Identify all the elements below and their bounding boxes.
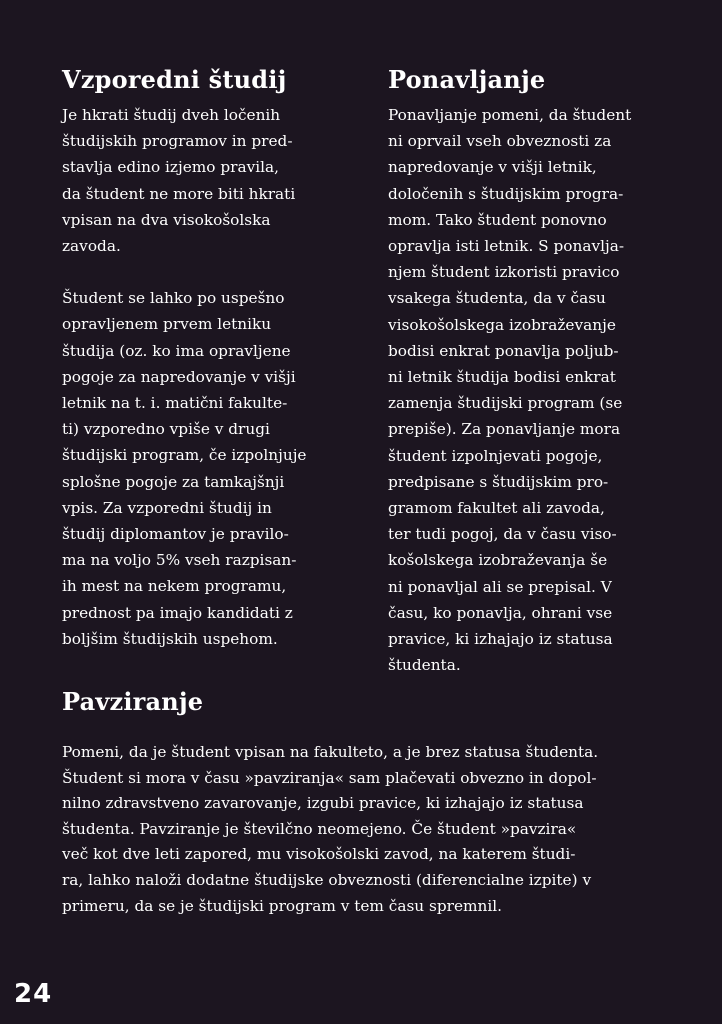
section-pavziranje [62,686,662,919]
section-vzporedni-studij [62,64,342,652]
section-title: Ponavljanje [388,65,546,94]
section-paragraph: Je hkrati študij dveh ločenih študijskih programov in pred- stavlja edino izjemo pravila, da študent ne more biti hkrati vpisan na dva visokošolska zavoda. [62,106,296,256]
section-paragraph: Študent se lahko po uspešno opravljenem prvem letniku študija (oz. ko ima opravljene pogoje za napredovanje v višji letnik na t. i. matični fakulte- ti) vzporedno vpiše v drugi študijski program, če izpolnjuje splošne pogoje za tamkajšnji vpis. Za vzporedni študij in študij diplomantov je pravilo- ma na voljo 5% vseh razpisan- ih mest na nekem programu, prednost pa imajo kandidati z boljšim študijskih uspehom. [62,289,307,648]
section-paragraph: Pomeni, da je študent vpisan na fakulteto, a je brez statusa študenta. Študent si mora v času »pavziranja« sam plačevati obvezno in dopol- nilno zdravstveno zavarovanje, izgubi pravice, ki izhajajo iz statusa študenta. Pavziranje je številčno neomejeno. Če študent »pavzira« več kot dve leti zapored, mu visokošolski zavod, na katerem študi- ra, lahko naloži dodatne študijske obveznosti (diferencialne izpite) v primeru, da se je študijski program v tem času spremnil. [62,743,599,915]
section-paragraph: Ponavljanje pomeni, da študent ni oprvail vseh obveznosti za napredovanje v višji letnik, določenih s študijskim progra- mom. Tako študent ponovno opravlja isti letnik. S ponavlja- njem študent izkoristi pravico vsakega študenta, da v času visokošolskega izobraževanje bodisi enkrat ponavlja poljub- ni letnik študija bodisi enkrat zamenja študijski program (se prepiše). Za ponavljanje mora študent izpolnjevati pogoje, predpisane s študijskim pro- gramom fakultet ali zavoda, ter tudi pogoj, da v času viso- košolskega izobraževanja še ni ponavljal ali se prepisal. V času, ko ponavlja, ohrani vse pravice, ki izhajajo iz statusa študenta. [388,106,632,675]
section-title: Pavziranje [62,687,204,716]
section-title: Vzporedni študij [62,65,287,94]
page-number: 24 [14,979,53,1009]
section-ponavljanje [388,64,660,678]
